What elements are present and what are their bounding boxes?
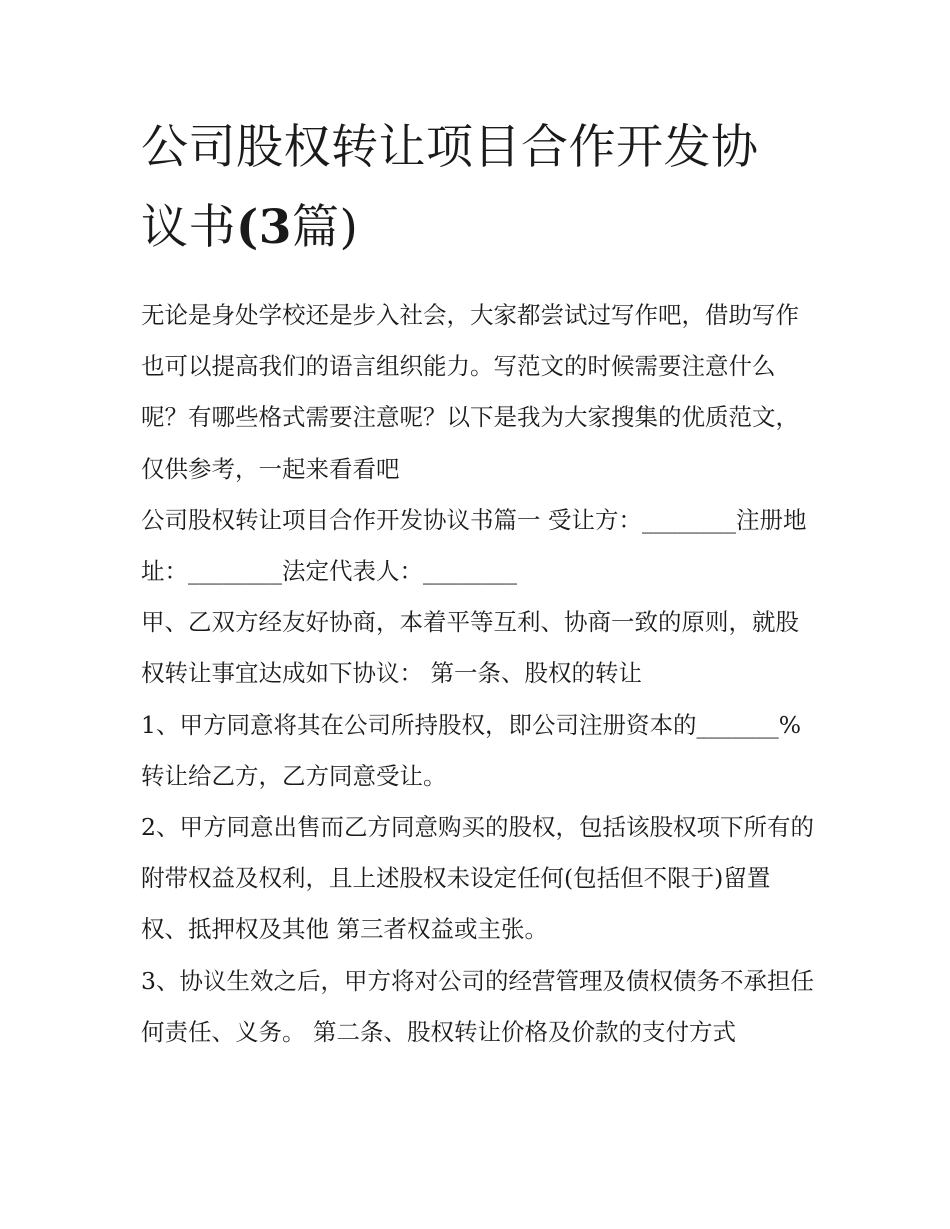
clause-2-paragraph: 2、甲方同意出售而乙方同意购买的股权，包括该股权项下所有的附带权益及权利，且上述股权未设定任何(包括但不限于)留置权、抵押权及其他 第三者权益或主张。: [141, 813, 814, 944]
title-text-cont: 议书: [141, 200, 236, 255]
document-title: [141, 108, 816, 268]
intro-paragraph: 无论是身处学校还是步入社会，大家都尝试过写作吧，借助写作也可以提高我们的语言组织能力。写范文的时候需要注意什么呢？有哪些格式需要注意呢？以下是我为大家搜集的优质范文，仅供参考，一起来看看吧: [141, 301, 799, 483]
title-count: (3: [236, 200, 292, 255]
document-body: [141, 290, 816, 1058]
section-heading-paragraph: 公司股权转让项目合作开发协议书篇一 受让方：________注册地址：________法定代表人：________: [141, 505, 807, 586]
title-suffix: 篇): [291, 200, 359, 255]
clause-3-paragraph: 3、协议生效之后，甲方将对公司的经营管理及债权债务不承担任何责任、义务。 第二条、股权转让价格及价款的支付方式: [141, 966, 814, 1046]
clause-1-paragraph: 1、甲方同意将其在公司所持股权，即公司注册资本的_______%转让给乙方，乙方同意受让。: [141, 710, 802, 790]
title-text: 公司股权转让项目合作开发协: [141, 120, 759, 175]
document-page: [141, 108, 816, 1058]
agreement-paragraph: 甲、乙双方经友好协商，本着平等互利、协商一致的原则，就股权转让事宜达成如下协议： 第一条、股权的转让: [141, 608, 799, 688]
